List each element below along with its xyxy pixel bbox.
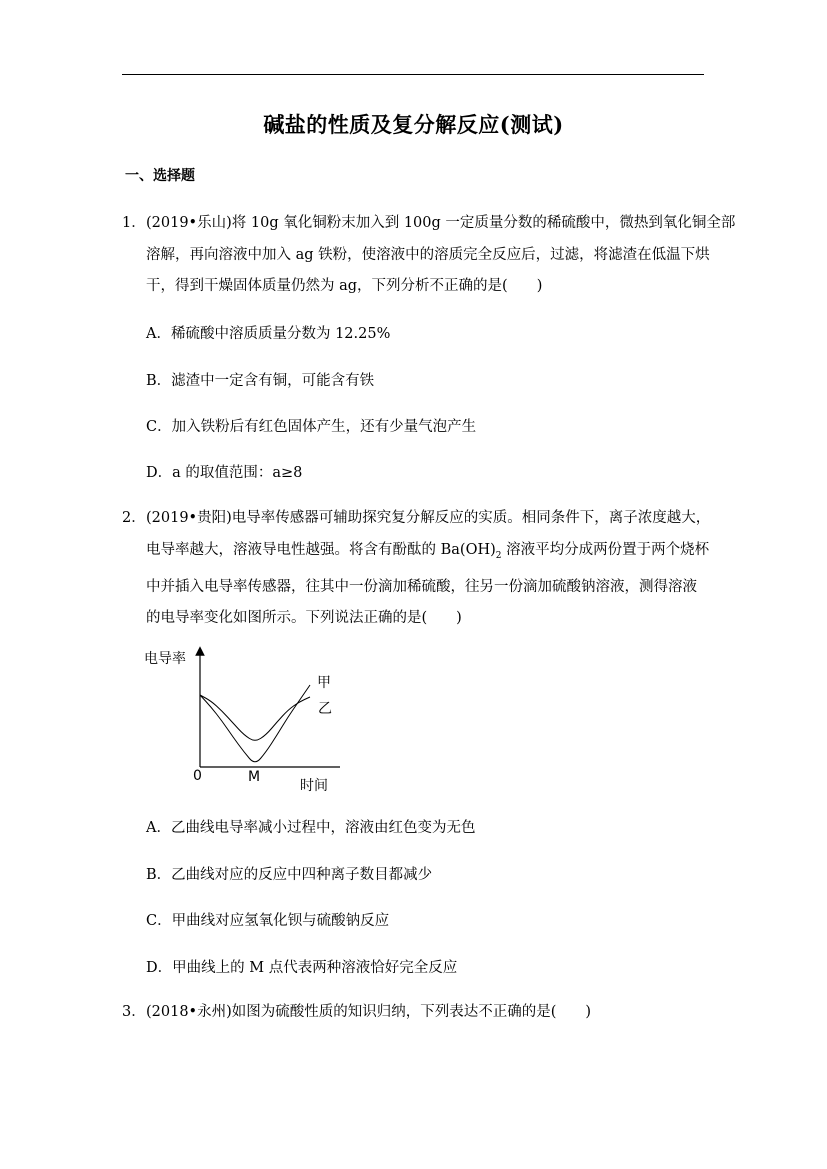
y-axis-label: 电导率 — [144, 651, 186, 667]
question-2-option-a: A．乙曲线电导率减小过程中，溶液由红色变为无色 — [146, 820, 476, 836]
question-2-line-4: 的电导率变化如图所示。下列说法正确的是( ) — [146, 610, 462, 627]
question-2-option-d: D．甲曲线上的 M 点代表两种溶液恰好完全反应 — [146, 960, 458, 976]
question-1-option-d: D．a 的取值范围：a≥8 — [146, 465, 303, 481]
series-jia-label: 甲 — [317, 675, 331, 691]
x-axis-label: 时间 — [300, 778, 328, 794]
question-2-line-3: 中并插入电导率传感器，往其中一份滴加稀硫酸，往另一份滴加硫酸钠溶液，测得溶液 — [146, 578, 697, 595]
header-rule — [122, 74, 704, 75]
question-2-number: 2． — [122, 510, 146, 526]
question-1-number: 1． — [122, 215, 146, 231]
conductivity-chart — [140, 643, 350, 798]
series-yi-label: 乙 — [318, 701, 332, 717]
series-yi-line — [200, 695, 310, 740]
question-1-line-3: 干，得到干燥固体质量仍然为 ag，下列分析不正确的是( ) — [146, 278, 543, 294]
question-2 — [122, 503, 711, 635]
question-2-line-1: 2．(2019•贵阳)电导率传感器可辅助探究复分解反应的实质。相同条件下，离子浓度越大， — [122, 503, 707, 535]
origin-label: 0 — [193, 768, 202, 784]
question-3 — [122, 997, 707, 1029]
question-2-option-b: B．乙曲线对应的反应中四种离子数目都减少 — [146, 867, 433, 883]
question-3-line-1: 3．(2018•永州)如图为硫酸性质的知识归纳，下列表达不正确的是( ) — [122, 997, 707, 1029]
question-1-option-c: C．加入铁粉后有红色固体产生，还有少量气泡产生 — [146, 419, 477, 435]
section-heading: 一、选择题 — [125, 168, 195, 184]
question-3-number: 3． — [122, 1004, 146, 1020]
question-1-option-a: A．稀硫酸中溶质质量分数为 12.25% — [146, 326, 391, 342]
question-2-option-c: C．甲曲线对应氢氧化钡与硫酸钠反应 — [146, 913, 390, 929]
m-point-label: M — [248, 769, 261, 785]
series-jia-line — [200, 685, 310, 762]
question-1-line-2: 溶解，再向溶液中加入 ag 铁粉，使溶液中的溶质完全反应后，过滤，将滤渣在低温下烘 — [146, 246, 710, 263]
page-title: 碱盐的性质及复分解反应(测试) — [263, 112, 564, 137]
question-2-line-2: 电导率越大，溶液导电性越强。将含有酚酞的 $Ba(OH)_2$ 溶液平均分成两份置于两个烧杯 — [146, 541, 710, 561]
question-1-option-b: B．滤渣中一定含有铜，可能含有铁 — [146, 373, 375, 389]
question-1 — [122, 208, 736, 303]
question-1-line-1: 1．(2019•乐山)将 10g 氧化铜粉末加入到 100g 一定质量分数的稀硫酸中，微热到氧化铜全部 — [122, 208, 707, 240]
